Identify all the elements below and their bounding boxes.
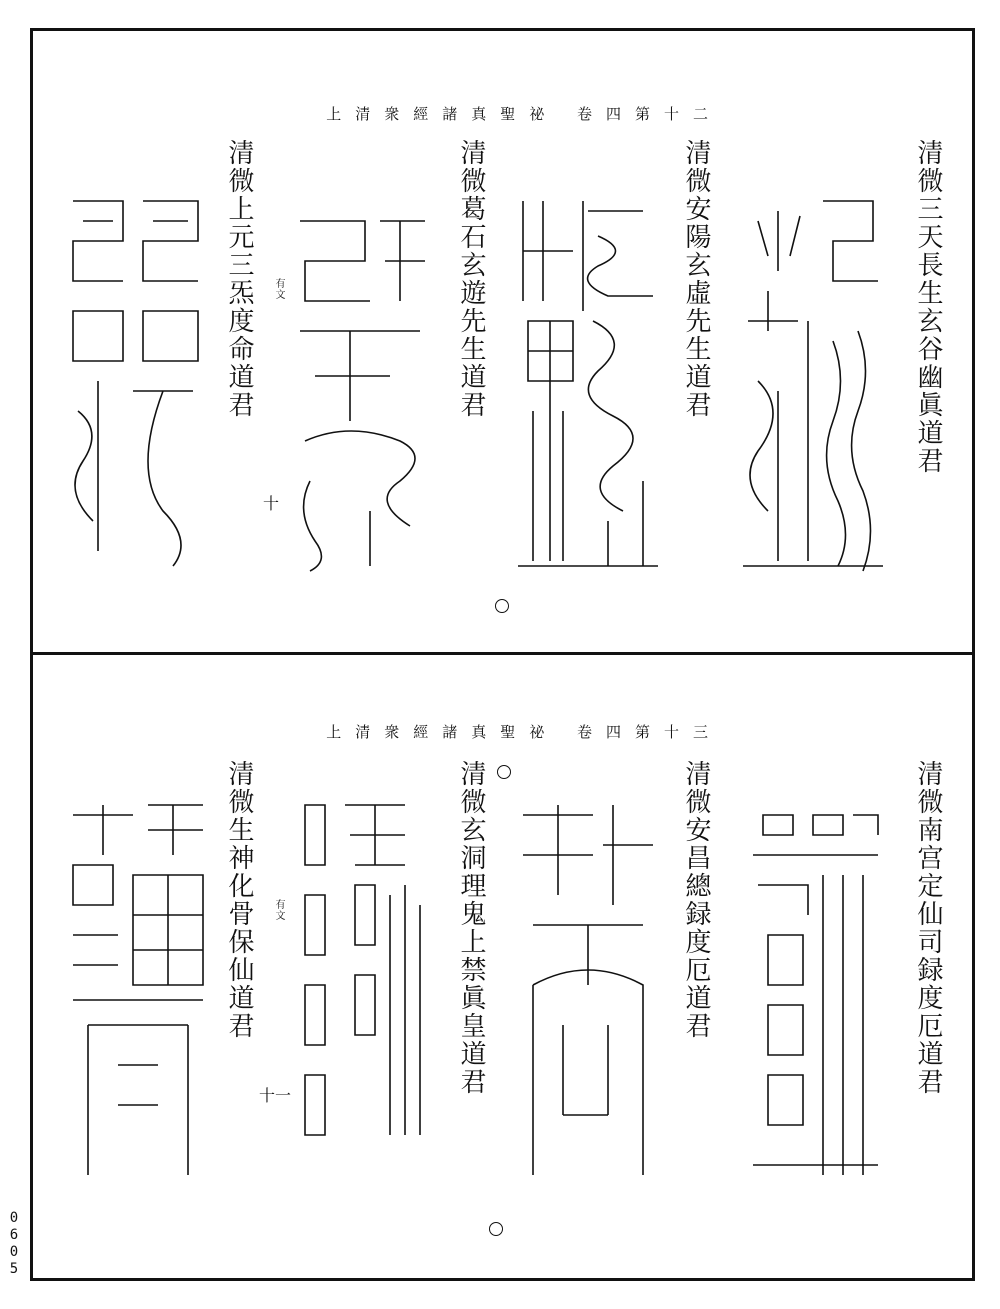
talisman-seal-5 — [743, 785, 888, 1190]
talisman-seal-8 — [63, 785, 213, 1190]
top-line-3: 清微葛石玄遊先生道君 — [456, 139, 486, 419]
talisman-seal-1 — [738, 181, 888, 576]
top-circle-mark — [495, 599, 509, 613]
bottom-line-2: 清微安昌總録度厄道君 — [681, 760, 711, 1040]
bottom-circle-mark-upper — [497, 765, 511, 779]
talisman-seal-4 — [63, 181, 208, 576]
bottom-line-4: 清微生神化骨保仙道君 — [224, 760, 254, 1040]
talisman-seal-7 — [295, 785, 430, 1190]
bottom-header: 上清衆經諸真聖祕 卷四第十三 — [326, 723, 722, 741]
bottom-line-3: 清微玄洞理鬼上禁眞皇道君 — [456, 760, 486, 1096]
bottom-circle-mark-lower — [489, 1222, 503, 1236]
bottom-note: 有文 — [273, 899, 284, 921]
top-numeral: 十 — [263, 494, 280, 513]
top-note: 有文 — [273, 278, 284, 300]
bottom-line-1: 清微南宫定仙司録度厄道君 — [913, 760, 943, 1096]
talisman-seal-3 — [290, 181, 430, 576]
bottom-numeral: 十一 — [259, 1086, 292, 1105]
top-line-2: 清微安陽玄虛先生道君 — [681, 139, 711, 419]
top-line-1: 清微三天長生玄谷幽眞道君 — [913, 139, 943, 475]
bottom-panel — [33, 655, 972, 1278]
talisman-seal-2 — [513, 181, 663, 576]
top-line-4: 清微上元三炁度命道君 — [224, 139, 254, 419]
page-number: 0605 — [6, 1210, 22, 1278]
top-header: 上清衆經諸真聖祕 卷四第十二 — [326, 105, 722, 123]
talisman-seal-6 — [513, 785, 663, 1190]
top-panel — [33, 31, 972, 652]
